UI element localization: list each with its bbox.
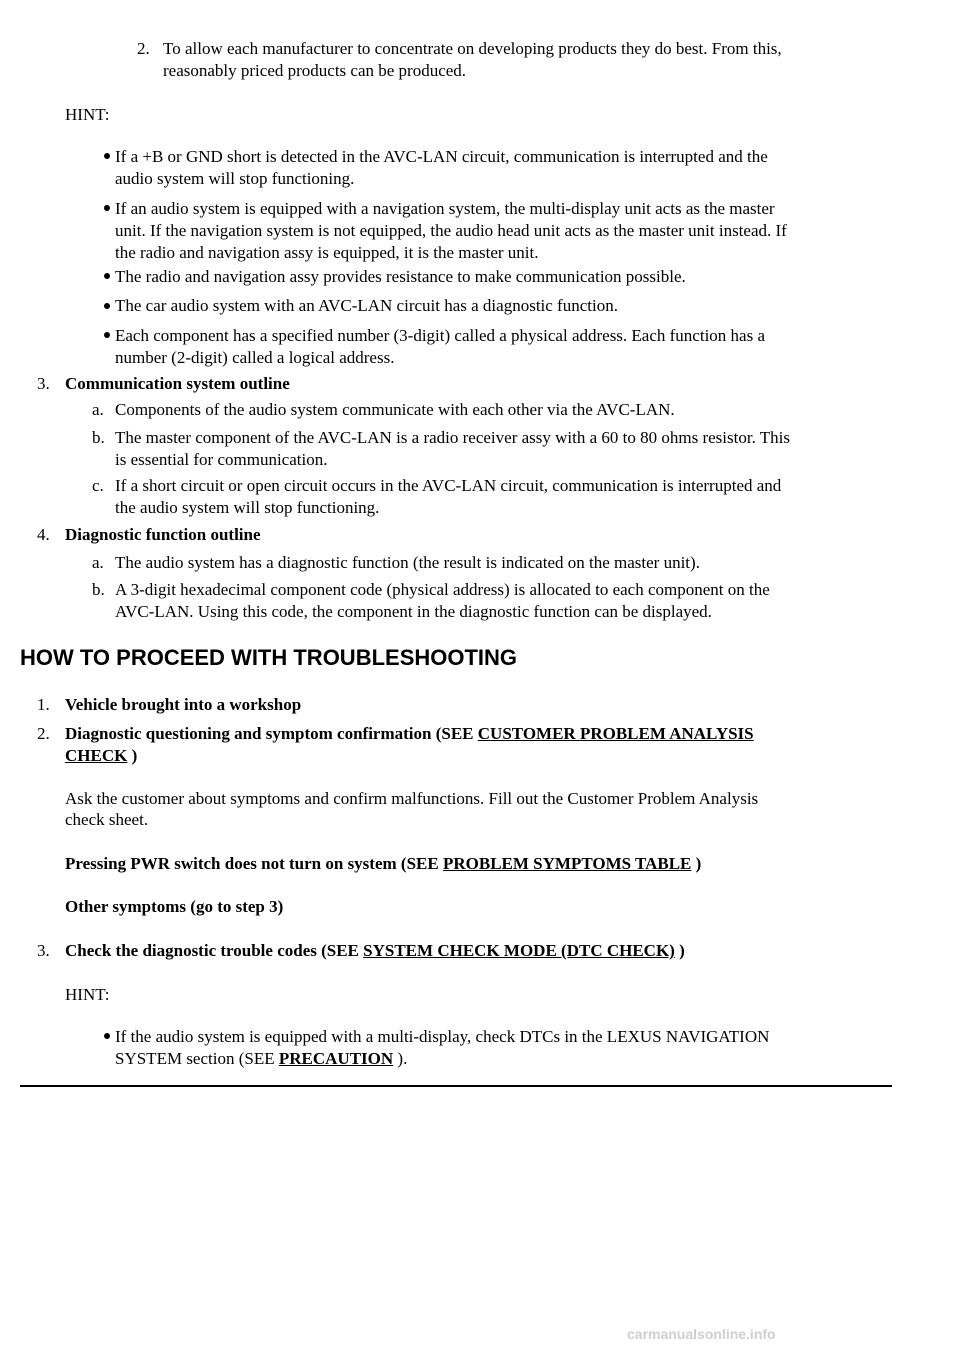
sub-text: The master component of the AVC-LAN is a radio receiver assy with a 60 to 80 ohms resistor. This xyxy=(115,428,790,447)
bullet-icon xyxy=(104,153,110,159)
bullet-text: unit. If the navigation system is not equipped, the audio head unit acts as the master unit instead. If xyxy=(115,221,787,240)
bullet-icon xyxy=(104,1033,110,1039)
watermark: carmanualsonline.info xyxy=(627,1326,776,1342)
bullet-text: number (2-digit) called a logical address. xyxy=(115,348,395,367)
bullet-text: SYSTEM section (SEE PRECAUTION ). xyxy=(115,1049,408,1068)
bullet-text: the radio and navigation assy is equipped, it is the master unit. xyxy=(115,243,539,262)
sub-label: a. xyxy=(92,553,104,572)
sub-label: a. xyxy=(92,400,104,419)
hint-label: HINT: xyxy=(65,105,110,124)
section-title: Communication system outline xyxy=(65,374,290,393)
bullet-text: Each component has a specified number (3-digit) called a physical address. Each function has a xyxy=(115,326,766,345)
bullet-icon xyxy=(104,205,110,211)
bullet-text: The car audio system with an AVC-LAN circuit has a diagnostic function. xyxy=(115,296,618,315)
system-check-mode-link[interactable]: SYSTEM CHECK MODE (DTC CHECK) xyxy=(363,941,675,960)
bullet-text: audio system will stop functioning. xyxy=(115,169,355,188)
sub-text: Components of the audio system communicate with each other via the AVC-LAN. xyxy=(115,400,675,419)
divider xyxy=(20,1085,892,1087)
section-title: Diagnostic function outline xyxy=(65,525,261,544)
list-text: reasonably priced products can be produced. xyxy=(163,61,467,80)
sub-text: AVC-LAN. Using this code, the component in the diagnostic function can be displayed. xyxy=(115,602,712,621)
sub-text: A 3-digit hexadecimal component code (physical address) is allocated to each component on the xyxy=(115,580,770,599)
bullet-text: If a +B or GND short is detected in the AVC-LAN circuit, communication is interrupted and the xyxy=(115,147,768,166)
customer-problem-analysis-link-cont[interactable]: CHECK xyxy=(65,746,128,765)
step-number: 1. xyxy=(37,695,50,714)
section-heading: HOW TO PROCEED WITH TROUBLESHOOTING xyxy=(20,645,518,670)
step-title: Diagnostic questioning and symptom confirmation (SEE CUSTOMER PROBLEM ANALYSIS xyxy=(65,724,754,743)
sub-label: b. xyxy=(92,428,105,447)
bullet-text: If an audio system is equipped with a navigation system, the multi-display unit acts as the master xyxy=(115,199,775,218)
sub-label: b. xyxy=(92,580,105,599)
sub-label: c. xyxy=(92,476,104,495)
bullet-icon xyxy=(104,332,110,338)
customer-problem-analysis-link[interactable]: CUSTOMER PROBLEM ANALYSIS xyxy=(477,724,754,743)
problem-symptoms-table-link[interactable]: PROBLEM SYMPTOMS TABLE xyxy=(442,854,692,873)
step-number: 2. xyxy=(37,724,50,743)
bullet-text: If the audio system is equipped with a multi-display, check DTCs in the LEXUS NAVIGATION xyxy=(115,1027,770,1046)
bullet-icon xyxy=(104,273,110,279)
step-title: Vehicle brought into a workshop xyxy=(65,695,302,714)
other-symptoms-text: Other symptoms (go to step 3) xyxy=(65,897,284,916)
sub-text: is essential for communication. xyxy=(115,450,328,469)
pwr-symptom-text: Pressing PWR switch does not turn on system (SEE PROBLEM SYMPTOMS TABLE ) xyxy=(65,854,702,873)
sub-text: If a short circuit or open circuit occurs in the AVC-LAN circuit, communication is interrupted and xyxy=(115,476,782,495)
section-number: 3. xyxy=(37,374,50,393)
section-number: 4. xyxy=(37,525,50,544)
precaution-link[interactable]: PRECAUTION xyxy=(278,1049,394,1068)
step-title: Check the diagnostic trouble codes (SEE SYSTEM CHECK MODE (DTC CHECK) ) xyxy=(65,941,685,960)
bullet-icon xyxy=(104,303,110,309)
sub-text: The audio system has a diagnostic function (the result is indicated on the master unit). xyxy=(115,553,700,572)
hint-label: HINT: xyxy=(65,985,110,1004)
bullet-text: The radio and navigation assy provides resistance to make communication possible. xyxy=(115,267,686,286)
step-body: check sheet. xyxy=(65,810,149,829)
step-body: Ask the customer about symptoms and confirm malfunctions. Fill out the Customer Problem Analysis xyxy=(65,789,759,808)
list-number: 2. xyxy=(137,39,150,58)
list-text: To allow each manufacturer to concentrate on developing products they do best. From this, xyxy=(163,39,782,58)
step-title-cont: CHECK ) xyxy=(65,746,138,765)
step-number: 3. xyxy=(37,941,50,960)
sub-text: the audio system will stop functioning. xyxy=(115,498,380,517)
